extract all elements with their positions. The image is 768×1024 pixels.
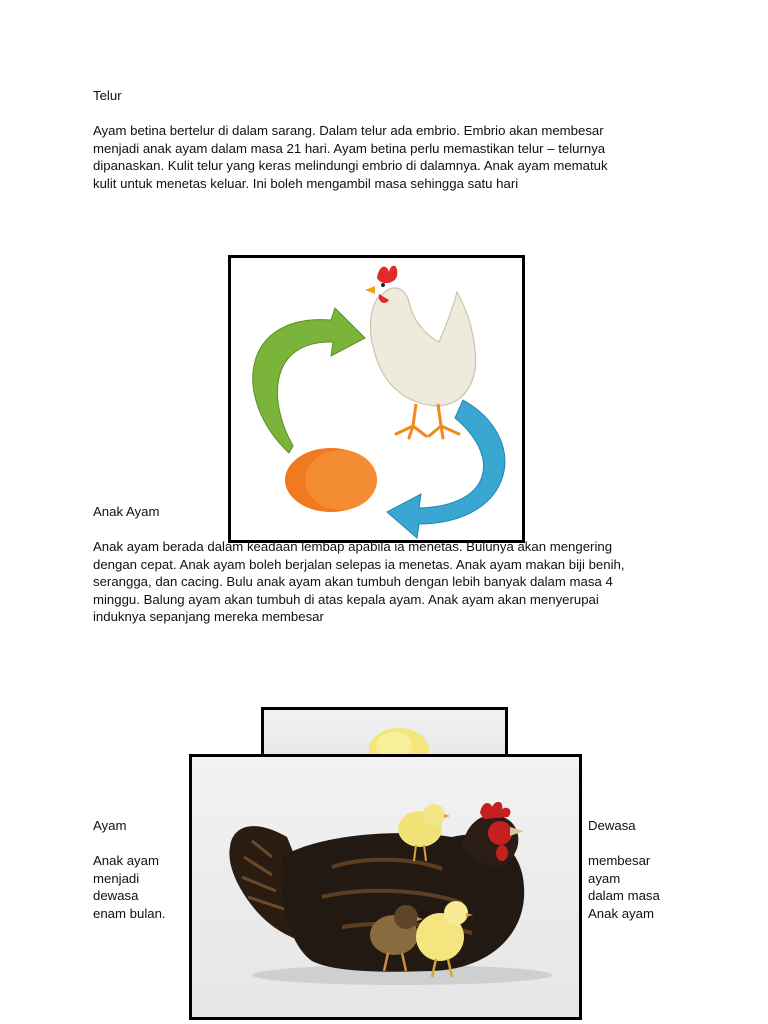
paragraph-line: kulit untuk menetas keluar. Ini boleh mengambil masa sehingga satu hari [93, 175, 519, 191]
paragraph-line: menjadi anak ayam dalam masa 21 hari. Ayam betina perlu memastikan telur – telurnya [93, 140, 606, 156]
paragraph-line: dipanaskan. Kulit telur yang keras melindungi embrio di dalamnya. Anak ayam mematuk [93, 158, 608, 174]
paragraph-line: ayam [588, 870, 621, 886]
paragraph-line: enam bulan. [93, 905, 166, 921]
paragraph-line: dengan cepat. Anak ayam boleh berjalan selepas ia menetas. Anak ayam makan biji benih, [93, 556, 625, 572]
paragraph-line: Anak ayam [93, 853, 159, 868]
lifecycle-image [228, 255, 525, 543]
paragraph-anak-ayam [93, 538, 683, 626]
hen-with-chicks-illustration [192, 757, 579, 1017]
paragraph-telur [93, 122, 683, 192]
section-title-anak-ayam: Anak Ayam [93, 504, 160, 519]
hen-egg-cycle-illustration [231, 258, 522, 540]
paragraph-line: membesar [588, 853, 651, 868]
paragraph-right-column [588, 852, 688, 922]
paragraph-line: induknya sepanjang mereka membesar [93, 609, 324, 625]
paragraph-line: serangga, dan cacing. Bulu anak ayam akan tumbuh dengan lebih banyak dalam masa 4 [93, 574, 613, 590]
paragraph-line: dalam masa [588, 888, 660, 904]
paragraph-line: Ayam betina bertelur di dalam sarang. Dalam telur ada embrio. Embrio akan membesar [93, 123, 604, 138]
hen-chicks-photo [189, 754, 582, 1020]
paragraph-left-column [93, 852, 183, 922]
section-title-ayam: Ayam [93, 818, 127, 833]
paragraph-line: dewasa [93, 888, 139, 904]
paragraph-line: Anak ayam [588, 905, 654, 921]
paragraph-line: Anak ayam berada dalam keadaan lembap apabila ia menetas. Bulunya akan mengering [93, 539, 613, 554]
paragraph-line: minggu. Balung ayam akan tumbuh di atas kepala ayam. Anak ayam akan menyerupai [93, 591, 599, 607]
paragraph-line: menjadi [93, 870, 140, 886]
section-title-dewasa: Dewasa [588, 818, 636, 833]
section-title-telur: Telur [93, 88, 122, 103]
